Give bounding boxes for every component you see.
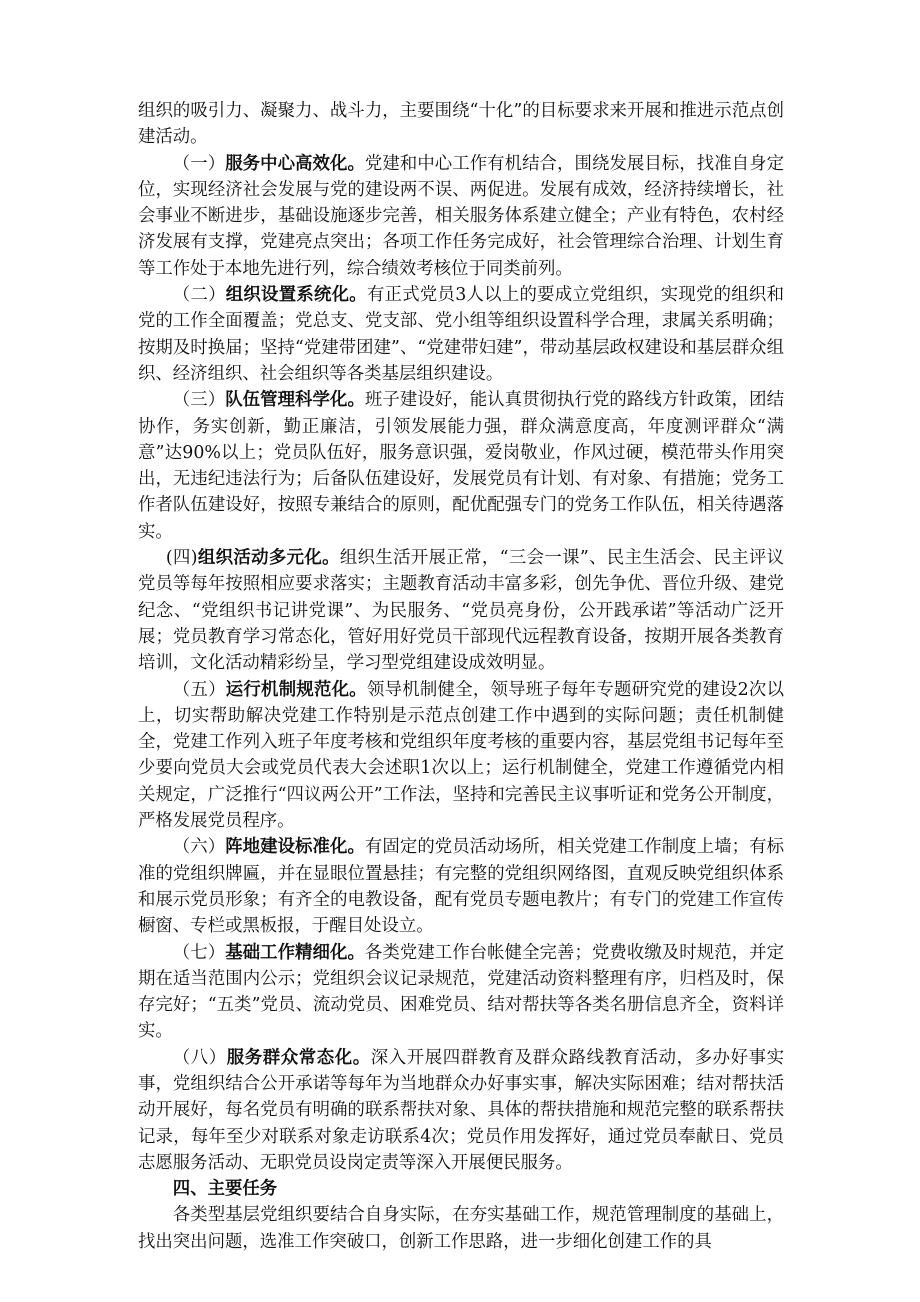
item-7-text: 各类党建工作台帐健全完善；党费收缴及时规范，并定期在适当范围内公示；党组织会议记录规范，党建活动资料整理有序，归档及时，保存完好；“五类”党员、流动党员、困难党员、结对帮扶等各类名册信息齐全，资料详实。 <box>138 942 784 1042</box>
item-6-title: 阵地建设标准化。 <box>225 837 365 858</box>
final-paragraph: 各类型基层党组织要结合自身实际，在夯实基础工作，规范管理制度的基础上，找出突出问题，选准工作突破口，创新工作思路，进一步细化创建工作的具 <box>138 1205 784 1252</box>
item-7-paragraph <box>138 940 784 1045</box>
item-6-text: 有固定的党员活动场所，相关党建工作制度上墙；有标准的党组织牌匾，并在显眼位置悬挂；有完整的党组织网络图，直观反映党组织体系和展示党员形象；有齐全的电教设备，配有党员专题电教片；有专门的党建工作宣传橱窗、专栏或黑板报，于醒目处设立。 <box>138 837 784 937</box>
item-3-text: 班子建设好，能认真贯彻执行党的路线方针政策，团结协作，务实创新，勤正廉洁，引领发展能力强，群众满意度高，年度测评群众“满意”达90%以上；党员队伍好，服务意识强，爱岗敬业，作风过硬，模范带头作用突出，无违纪违法行为；后备队伍建设好，发展党员有计划、有对象、有措施；党务工作者队伍建设好，按照专兼结合的原则，配优配强专门的党务工作队伍，相关待遇落实。 <box>138 390 784 542</box>
item-8-text: 深入开展四群教育及群众路线教育活动，多办好事实事，党组织结合公开承诺等每年为当地群众办好事实事，解决实际困难；结对帮扶活动开展好，每名党员有明确的联系帮扶对象、具体的帮扶措施和规范完整的联系帮扶记录，每年至少对联系对象走访联系4次；党员作用发挥好，通过党员奉献日、党员志愿服务活动、无职党员设岗定责等深入开展便民服务。 <box>138 1047 784 1173</box>
item-3-title: 队伍管理科学化。 <box>225 390 365 411</box>
item-1-text: 党建和中心工作有机结合，围绕发展目标，找准自身定位，实现经济社会发展与党的建设两不误、两促进。发展有成效，经济持续增长，社会事业不断进步，基础设施逐步完善，相关服务体系建立健全；产业有特色，农村经济发展有支撑，党建亮点突出；各项工作任务完成好，社会管理综合治理、计划生育等工作处于本地先进行列，综合绩效考核位于同类前列。 <box>138 153 784 279</box>
item-4-number: (四) <box>165 548 198 569</box>
item-6-number: （六） <box>172 837 226 858</box>
item-6-paragraph <box>138 834 784 939</box>
item-5-text: 领导机制健全，领导班子每年专题研究党的建设2次以上，切实帮助解决党建工作特别是示范点创建工作中遇到的实际问题；责任机制健全，党建工作列入班子年度考核和党组织年度考核的重要内容，基层党组书记每年至少要向党员大会或党员代表大会述职1次以上；运行机制健全，党建工作遵循党内相关规定，广泛推行“四议两公开”工作法，坚持和完善民主议事听证和党务公开制度，严格发展党员程序。 <box>138 679 784 832</box>
item-4-paragraph <box>138 545 784 676</box>
item-1-number: （一） <box>172 153 226 174</box>
item-5-title: 运行机制规范化。 <box>225 679 367 700</box>
item-3-paragraph <box>138 387 784 545</box>
item-8-number: （八） <box>172 1047 227 1068</box>
item-5-number: （五） <box>172 679 226 700</box>
item-2-text: 有正式党员3人以上的要成立党组织，实现党的组织和党的工作全面覆盖；党总支、党支部、党小组等组织设置科学合理，隶属关系明确；按期及时换届；坚持“党建带团建”、“党建带妇建”，带动基层政权建设和基层群众组织、经济组织、社会组织等各类基层组织建设。 <box>138 285 784 384</box>
intro-text: 组织的吸引力、凝聚力、战斗力，主要围绕“十化”的目标要求来开展和推进示范点创建活动。 <box>138 101 784 148</box>
item-2-paragraph <box>138 282 784 387</box>
item-1-title: 服务中心高效化。 <box>225 153 365 174</box>
item-7-title: 基础工作精细化。 <box>225 942 365 963</box>
item-4-title: 组织活动多元化。 <box>197 548 340 569</box>
item-8-title: 服务群众常态化。 <box>226 1047 371 1068</box>
section-heading: 四、主要任务 <box>172 1179 278 1200</box>
item-2-number: （二） <box>172 285 226 306</box>
item-1-paragraph <box>138 151 784 282</box>
intro-paragraph <box>138 98 784 151</box>
item-8-paragraph <box>138 1045 784 1176</box>
item-4-text: 组织生活开展正常，“三会一课”、民主生活会、民主评议党员等每年按照相应要求落实；主题教育活动丰富多彩，创先争优、晋位升级、建党纪念、“党组织书记讲党课”、为民服务、“党员亮身份，公开践承诺”等活动广泛开展；党员教育学习常态化，管好用好党员干部现代远程教育设备，按期开展各类教育培训，文化活动精彩纷呈，学习型党组建设成效明显。 <box>138 548 784 674</box>
item-7-number: （七） <box>172 942 226 963</box>
document-page <box>138 98 784 1255</box>
item-2-title: 组织设置系统化。 <box>225 285 367 306</box>
item-5-paragraph <box>138 677 784 835</box>
item-3-number: （三） <box>172 390 226 411</box>
